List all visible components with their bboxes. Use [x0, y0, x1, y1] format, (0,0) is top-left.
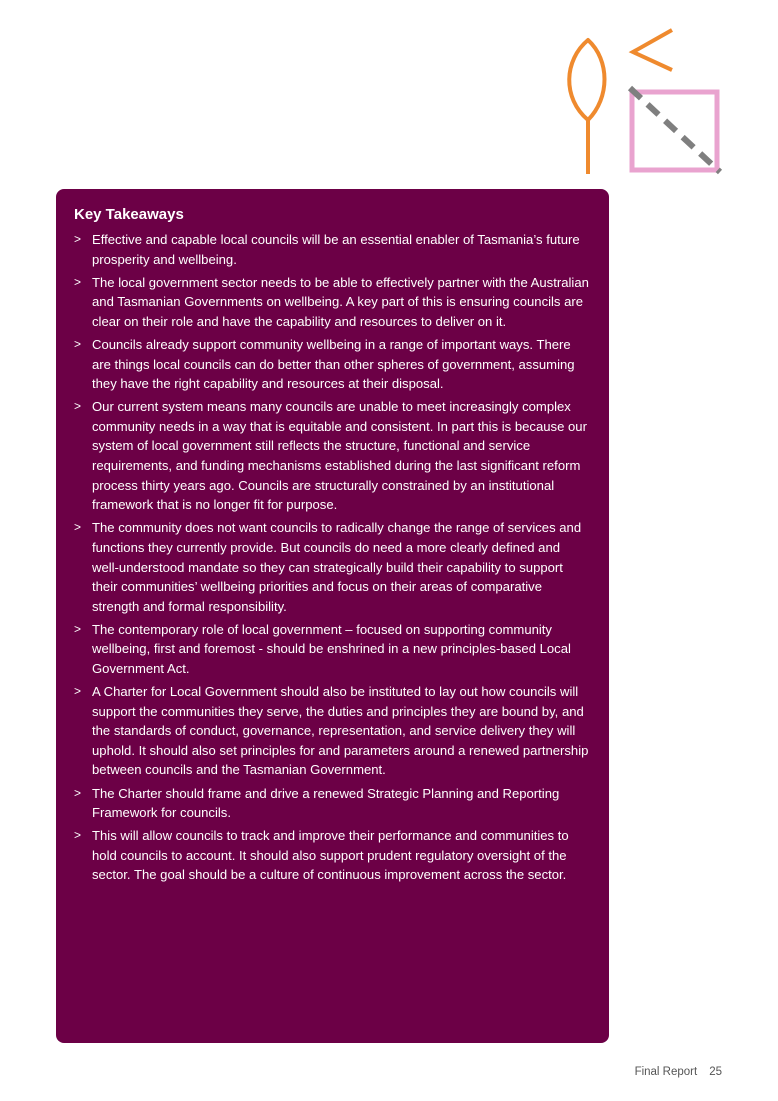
page-number: 25 — [709, 1066, 722, 1078]
list-item-text: The Charter should frame and drive a renewed Strategic Planning and Reporting Framework for councils. — [92, 785, 560, 821]
list-item — [74, 273, 589, 332]
leaf-icon — [569, 40, 604, 174]
list-item-text: A Charter for Local Government should also be instituted to lay out how councils will support the communities they serve, the duties and principles they are bound by, and the standards of conduct, governance, representation, and service delivery they will uphold. It should also set principles for and parameters around a renewed partnership between councils and the Tasmanian Government. — [92, 684, 589, 778]
key-takeaways-panel — [56, 189, 609, 1043]
decorative-graphic — [560, 28, 730, 178]
list-item-text: The community does not want councils to radically change the range of services and functions they currently provide. But councils do need a more clearly defined and well-understood mandate so they can strategically build their capability to support their communities’ wellbeing priorities and focus on their areas of comparative strength and formal responsibility. — [92, 520, 582, 614]
bullet-marker: > — [74, 274, 82, 289]
list-item — [74, 230, 589, 269]
list-item-text: The contemporary role of local government – focused on supporting community wellbeing, first and foremost - should be enshrined in a new principles-based Local Government Act. — [92, 621, 571, 676]
bullet-marker: > — [74, 828, 82, 843]
bullet-marker: > — [74, 336, 82, 351]
takeaways-list — [74, 230, 589, 885]
list-item — [74, 826, 589, 885]
list-item-text: Effective and capable local councils will be an essential enabler of Tasmania’s future prosperity and wellbeing. — [92, 232, 580, 267]
bullet-marker: > — [74, 621, 82, 636]
list-item — [74, 682, 589, 780]
list-item — [74, 518, 589, 616]
page-footer — [635, 1066, 722, 1078]
footer-label: Final Report — [634, 1066, 698, 1078]
bullet-marker: > — [74, 399, 82, 414]
list-item — [74, 620, 589, 679]
dashed-diagonal-line-icon — [630, 88, 720, 172]
bullet-marker: > — [74, 785, 82, 800]
list-item-text: Our current system means many councils are unable to meet increasingly complex community needs in a way that is equitable and consistent. In part this is because our system of local government still reflects the structure, functional and service requirements, and funding mechanisms established during the last significant reform process thirty years ago. Councils are structurally constrained by an institutional framework that is no longer fit for purpose. — [92, 399, 587, 513]
chevron-left-icon — [633, 30, 672, 70]
list-item — [74, 397, 589, 515]
bullet-marker: > — [74, 684, 82, 699]
list-item — [74, 335, 589, 394]
list-item-text: This will allow councils to track and improve their performance and communities to hold councils to account. It should also support prudent regulatory oversight of the sector. The goal should be a culture of continuous improvement across the sector. — [92, 828, 569, 883]
bullet-marker: > — [74, 520, 82, 535]
list-item — [74, 784, 589, 823]
list-item-text: The local government sector needs to be able to effectively partner with the Australian and Tasmanian Governments on wellbeing. A key part of this is ensuring councils are clear on their role and have the capability and resources to deliver on it. — [92, 274, 589, 329]
key-takeaways-title: Key Takeaways — [74, 206, 184, 223]
bullet-marker: > — [74, 232, 82, 246]
list-item-text: Councils already support community wellbeing in a range of important ways. There are things local councils can do better than other spheres of government, assuming they have the right capability and resources at their disposal. — [92, 336, 575, 392]
